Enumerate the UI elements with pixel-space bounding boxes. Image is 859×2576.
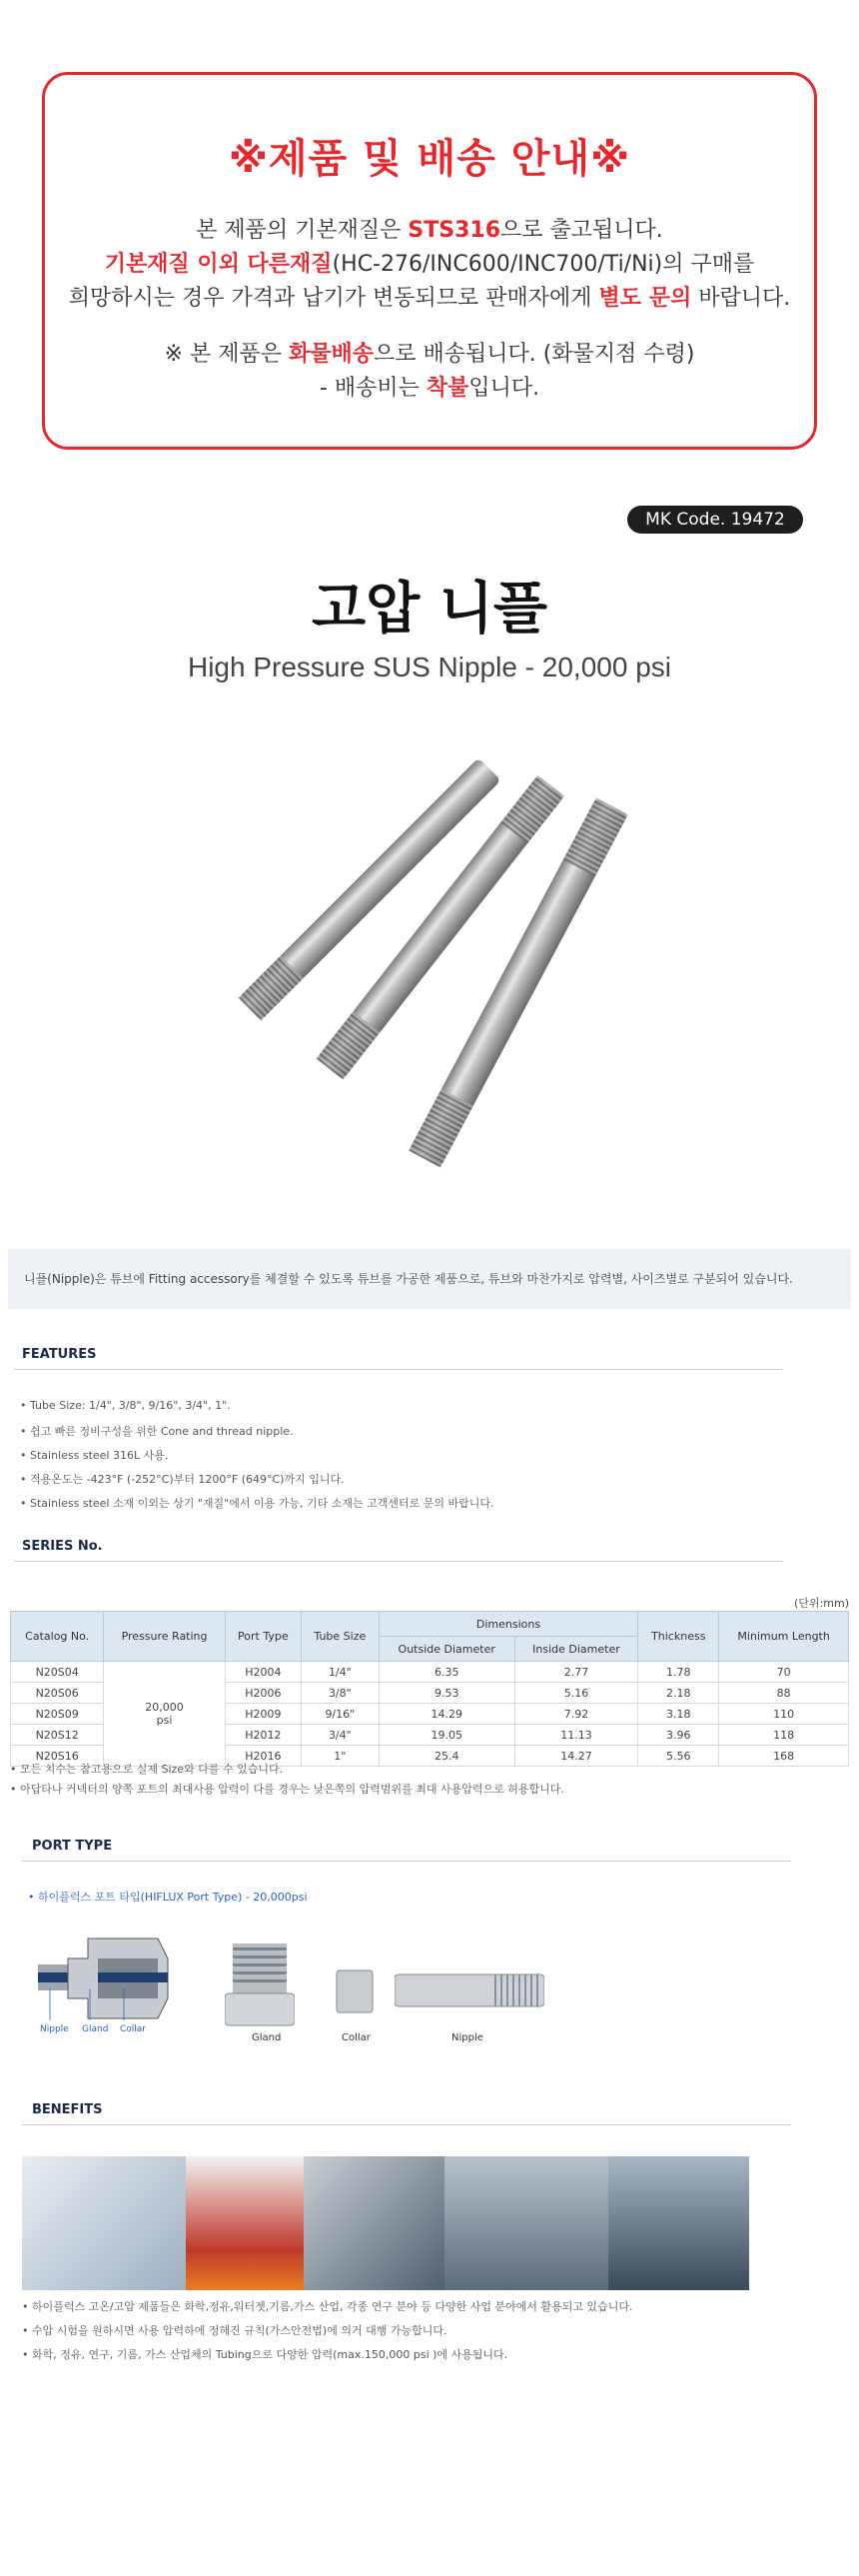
series-heading: SERIES No. bbox=[22, 1539, 103, 1554]
product-title: 고압 니플 bbox=[312, 577, 547, 642]
offshore-rig-photo bbox=[608, 2156, 749, 2290]
refinery-pipes-photo bbox=[444, 2156, 608, 2290]
notice-line-1: 본 제품의 기본재질은 STS316으로 출고됩니다. bbox=[196, 218, 663, 243]
benefits-divider bbox=[22, 2124, 791, 2125]
th-tube: Tube Size bbox=[301, 1612, 379, 1662]
series-note: • 아답타나 커넥터의 양쪽 포트의 최대사용 압력이 다를 경우는 낮은쪽의 압력범위를 최대 사용압력으로 허용합니다. bbox=[10, 1783, 564, 1796]
th-thickness: Thickness bbox=[638, 1612, 719, 1662]
notice-line-5: - 배송비는 착불입니다. bbox=[319, 376, 540, 401]
gland-part-image bbox=[225, 1943, 295, 2033]
label-collar-small: Collar bbox=[120, 2024, 147, 2034]
port-cross-section-diagram bbox=[28, 1919, 188, 2038]
table-row: N20S12 H2012 3/4" 19.05 11.13 3.96 118 bbox=[11, 1725, 849, 1746]
table-row: N20S16 H2016 1" 25.4 14.27 5.56 168 bbox=[11, 1746, 849, 1767]
table-row: N20S04 20,000 psi H2004 1/4" 6.35 2.77 1.78 70 bbox=[11, 1662, 849, 1683]
th-od: Outside Diameter bbox=[379, 1637, 514, 1662]
notice-line-3: 희망하시는 경우 가격과 납기가 변동되므로 판매자에게 별도 문의 바랍니다. bbox=[68, 286, 791, 311]
th-minlen: Minimum Length bbox=[719, 1612, 849, 1662]
benefits-photo-strip bbox=[22, 2156, 749, 2290]
port-type-heading: PORT TYPE bbox=[32, 1839, 113, 1854]
shipping-notice-box bbox=[42, 72, 817, 450]
unit-label: (단위:mm) bbox=[794, 1597, 849, 1610]
th-dimensions: Dimensions bbox=[379, 1612, 638, 1637]
nipple-product-photo bbox=[190, 749, 669, 1169]
label-nipple-small: Nipple bbox=[40, 2024, 69, 2034]
machining-photo bbox=[304, 2156, 444, 2290]
th-id: Inside Diameter bbox=[514, 1637, 638, 1662]
label-gland-small: Gland bbox=[82, 2024, 109, 2034]
series-note: • 모든 치수는 참고용으로 실제 Size와 다를 수 있습니다. bbox=[10, 1763, 284, 1776]
th-port: Port Type bbox=[225, 1612, 301, 1662]
series-divider bbox=[14, 1561, 783, 1562]
lab-dropper-photo bbox=[22, 2156, 186, 2290]
notice-title: ※제품 및 배송 안내※ bbox=[228, 136, 631, 182]
nipple-part-image bbox=[395, 1968, 544, 2012]
port-type-subtitle: • 하이플럭스 포트 타입(HIFLUX Port Type) - 20,000psi bbox=[28, 1891, 308, 1904]
feature-item: • Tube Size: 1/4", 3/8", 9/16", 3/4", 1". bbox=[20, 1399, 231, 1412]
benefit-item: • 화학, 정유, 연구, 기름, 가스 산업체의 Tubing으로 다양한 압력(max.150,000 psi )에 사용됩니다. bbox=[22, 2348, 508, 2361]
port-type-divider bbox=[22, 1861, 791, 1862]
label-nipple: Nipple bbox=[451, 2032, 483, 2043]
mk-code-badge: MK Code. 19472 bbox=[627, 506, 803, 534]
product-subtitle: High Pressure SUS Nipple - 20,000 psi bbox=[187, 651, 671, 682]
benefits-heading: BENEFITS bbox=[32, 2102, 103, 2117]
table-row: N20S06 H2006 3/8" 9.53 5.16 2.18 88 bbox=[11, 1683, 849, 1704]
label-collar: Collar bbox=[342, 2032, 371, 2043]
feature-item: • 적용온도는 -423°F (-252°C)부터 1200°F (649°C)까지 입니다. bbox=[20, 1473, 345, 1486]
intro-description: 니플(Nipple)은 튜브에 Fitting accessory를 체결할 수 있도록 튜브를 가공한 제품으로, 튜브와 마찬가지로 압력별, 사이즈별로 구분되어 있습니다. bbox=[8, 1249, 851, 1309]
notice-line-4: ※ 본 제품은 화물배송으로 배송됩니다. (화물지점 수령) bbox=[164, 342, 695, 367]
feature-item: • Stainless steel 316L 사용. bbox=[20, 1449, 169, 1462]
pressure-cell: 20,000 psi bbox=[104, 1662, 225, 1767]
notice-line-2: 기본재질 이외 다른재질(HC-276/INC600/INC700/Ti/Ni)의 구매를 bbox=[104, 252, 755, 277]
feature-item: • Stainless steel 소재 이외는 상기 "재질"에서 이용 가능, 기타 소재는 고객센터로 문의 바랍니다. bbox=[20, 1497, 494, 1510]
th-pressure: Pressure Rating bbox=[104, 1612, 225, 1662]
collar-part-image bbox=[335, 1966, 375, 2016]
features-heading: FEATURES bbox=[22, 1347, 97, 1362]
label-gland: Gland bbox=[252, 2032, 282, 2043]
table-row: N20S09 H2009 9/16" 14.29 7.92 3.18 110 bbox=[11, 1704, 849, 1725]
feature-item: • 쉽고 빠른 정비구성을 위한 Cone and thread nipple. bbox=[20, 1425, 294, 1438]
benefit-item: • 하이플럭스 고온/고압 제품들은 화학,정유,워터젯,기름,가스 산업, 각종 연구 분야 등 다양한 사업 분야에서 활용되고 있습니다. bbox=[22, 2300, 633, 2313]
benefit-item: • 수압 시험을 원하시면 사용 압력하에 정해진 규칙(가스안전법)에 의거 대행 가능합니다. bbox=[22, 2324, 447, 2337]
series-table bbox=[10, 1611, 849, 1767]
features-divider bbox=[14, 1369, 783, 1370]
lab-flask-photo bbox=[186, 2156, 303, 2290]
th-catalog: Catalog No. bbox=[11, 1612, 104, 1662]
